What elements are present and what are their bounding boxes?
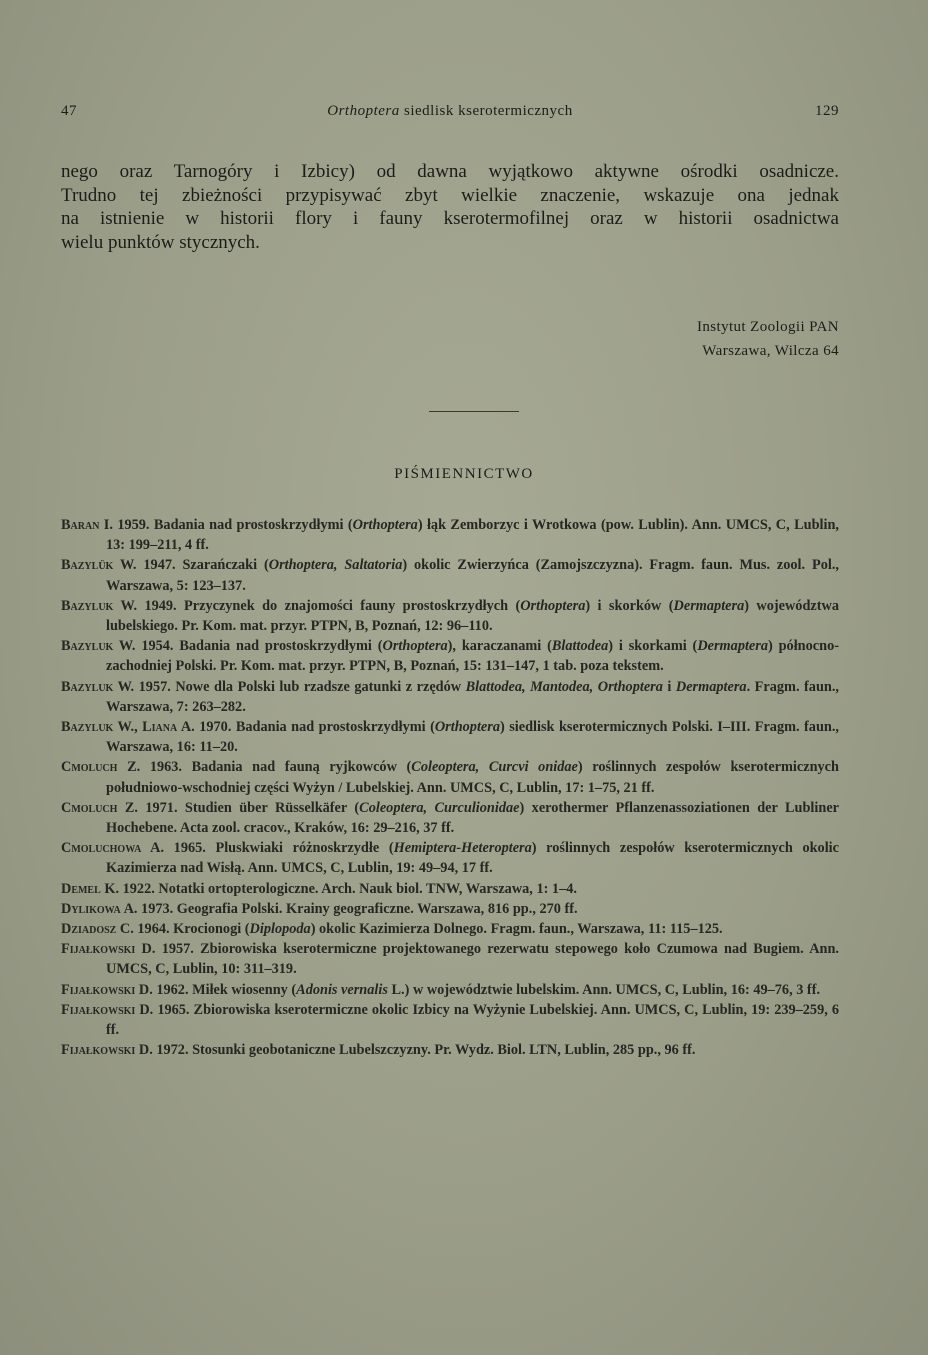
reference-author: Cmoluch Z. xyxy=(61,799,138,816)
reference-text: ) roślinnych zespołów kserotermicznych okolic Kazimierza nad Wisłą. Ann. UMCS, C, Lublin, 19: 49–94, 17 ff. xyxy=(106,840,839,877)
reference-entry xyxy=(61,636,839,676)
reference-text: ) i skorkami ( xyxy=(608,638,698,655)
header-left-number: 47 xyxy=(61,103,77,119)
reference-entry xyxy=(61,555,839,595)
affiliation-address: Warszawa, Wilcza 64 xyxy=(702,343,839,359)
reference-author: Bazyluk W., Liana A. xyxy=(61,719,195,736)
body-line: Trudno tej zbieżności przypisywać zbyt wielkie znaczenie, wskazuje ona jednak xyxy=(61,184,839,206)
reference-author: Fijałkowski D. xyxy=(61,941,156,958)
reference-author: Bazyluk W. xyxy=(61,678,135,695)
reference-text: 1947. Szarańczaki ( xyxy=(136,557,269,574)
reference-taxon: Dermaptera xyxy=(697,638,768,655)
reference-entry xyxy=(61,798,839,838)
body-line: na istnienie w historii flory i fauny kserotermofilnej oraz w historii osadnictwa xyxy=(61,208,839,229)
reference-taxon: Orthoptera xyxy=(382,638,448,655)
reference-entry xyxy=(61,596,839,636)
reference-text: 1964. Krocionogi ( xyxy=(133,921,250,938)
reference-text: 1954. Badania nad prostoskrzydłymi ( xyxy=(135,638,383,655)
reference-entry xyxy=(61,879,839,899)
body-line: nego oraz Tarnogóry i Izbicy) od dawna wyjątkowo aktywne ośrodki osadnicze. xyxy=(61,161,839,182)
reference-text: ) północno-zachodniej Polski. Pr. Kom. mat. przyr. PTPN, B, Poznań, 15: 131–147, 1 tab. poza tekstem. xyxy=(106,638,839,675)
reference-text: ) roślinnych zespołów kserotermicznych południowo-wschodniej części Wyżyn / Lubelskiej. Ann. UMCS, C, Lublin, 17: 1–75, 21 ff. xyxy=(106,759,839,796)
affiliation xyxy=(697,315,839,363)
reference-text: ) xerothermer Pflanzenassoziationen der Lubliner Hochebene. Acta zool. cracov., Kraków, 16: 29–216, 37 ff. xyxy=(106,799,840,837)
reference-entry xyxy=(61,838,839,878)
reference-entry xyxy=(61,1040,839,1060)
reference-entry xyxy=(61,717,839,757)
affiliation-institute: Instytut Zoologii PAN xyxy=(696,319,839,335)
reference-author: Dylikowa A. xyxy=(61,900,138,917)
reference-entry xyxy=(61,939,839,979)
reference-taxon: Diplopoda xyxy=(249,921,311,938)
header-title-italic: Orthoptera xyxy=(327,103,400,119)
reference-author: Bazyluk W. xyxy=(61,638,136,655)
reference-text: 1949. Przyczynek do znajomości fauny prostoskrzydłych ( xyxy=(137,597,521,614)
header-title xyxy=(61,103,839,120)
reference-author: Demel K. xyxy=(61,880,120,897)
reference-author: Fijałkowski D. xyxy=(61,981,153,998)
reference-author: Fijałkowski D. xyxy=(61,1042,153,1059)
reference-entry xyxy=(61,515,839,555)
reference-author: Bazylük W. xyxy=(61,557,137,574)
reference-entry xyxy=(61,1000,839,1040)
reference-taxon: Dermaptera xyxy=(673,597,745,614)
reference-author: Fijałkowski D. xyxy=(61,1001,154,1018)
reference-taxon: Hemiptera-Heteroptera xyxy=(393,840,532,857)
header-title-rest: siedlisk kserotermicznych xyxy=(399,103,573,119)
reference-taxon: Blattodea, Mantodea, Orthoptera xyxy=(465,678,663,695)
reference-taxon: Orthoptera xyxy=(434,719,500,736)
reference-text: ) siedlisk kserotermicznych Polski. I–III. Fragm. faun., Warszawa, 16: 11–20. xyxy=(106,719,839,756)
reference-entry xyxy=(61,899,839,919)
reference-text: ) łąk Zemborzyc i Wrotkowa (pow. Lublin). Ann. UMCS, C, Lublin, 13: 199–211, 4 ff. xyxy=(106,517,839,554)
body-line: wielu punktów stycznych. xyxy=(61,231,260,253)
reference-entry xyxy=(61,980,839,1000)
reference-text: . Fragm. faun., Warszawa, 7: 263–282. xyxy=(106,678,839,715)
reference-text: 1970. Badania nad prostoskrzydłymi ( xyxy=(194,719,435,736)
reference-text: 1965. Zbiorowiska kserotermiczne okolic Izbicy na Wyżynie Lubelskiej. Ann. UMCS, C, Lublin, 19: 239–259, 6 ff. xyxy=(106,1001,840,1039)
reference-taxon: Adonis vernalis xyxy=(296,981,388,998)
reference-entry xyxy=(61,919,839,939)
reference-text: ) województwa lubelskiego. Pr. Kom. mat. przyr. PTPN, B, Poznań, 12: 96–110. xyxy=(106,597,839,635)
reference-author: Cmoluchowa A. xyxy=(61,840,165,857)
reference-taxon: Dermaptera xyxy=(675,678,747,695)
reference-text: 1971. Studien über Rüsselkäfer ( xyxy=(137,799,360,816)
section-title: PIŚMIENNICTWO xyxy=(394,466,534,482)
reference-author: Cmoluch Z. xyxy=(61,759,141,776)
reference-text: L.) w województwie lubelskim. Ann. UMCS, C, Lublin, 16: 49–76, 3 ff. xyxy=(387,981,821,998)
reference-author: Baran I. xyxy=(61,517,113,533)
reference-text: 1959. Badania nad prostoskrzydłymi ( xyxy=(112,517,353,533)
section-divider xyxy=(429,411,519,412)
running-header xyxy=(61,103,839,125)
reference-taxon: Coleoptera, Curcvi onidae xyxy=(411,759,578,776)
reference-author: Bazyluk W. xyxy=(61,597,138,614)
reference-text: ) okolic Kazimierza Dolnego. Fragm. faun., Warszawa, 11: 115–125. xyxy=(310,921,723,938)
reference-taxon: Coleoptera, Curculionidae xyxy=(359,799,520,816)
reference-text: ) okolic Zwierzyńca (Zamojszczyzna). Fragm. faun. Mus. zool. Pol., Warszawa, 5: 123–137. xyxy=(106,557,839,594)
page-number: 129 xyxy=(815,103,839,119)
reference-author: Dziadosz C. xyxy=(61,921,134,938)
reference-text: 1965. Pluskwiaki różnoskrzydłe ( xyxy=(164,840,394,857)
reference-text: i xyxy=(662,678,676,695)
reference-text: 1957. Zbiorowiska kserotermiczne projektowanego rezerwatu stepowego koło Czumowa nad Bugiem. Ann. UMCS, C, Lublin, 10: 311–319. xyxy=(106,941,839,978)
reference-text: 1973. Geografia Polski. Krainy geograficzne. Warszawa, 816 pp., 270 ff. xyxy=(137,900,578,917)
reference-list xyxy=(61,515,839,1060)
reference-taxon: Orthoptera xyxy=(352,517,418,533)
reference-taxon: Blattodea xyxy=(551,638,609,655)
reference-text: 1922. Notatki ortopterologiczne. Arch. Nauk biol. TNW, Warszawa, 1: 1–4. xyxy=(119,880,577,897)
reference-text: 1972. Stosunki geobotaniczne Lubelszczyzny. Pr. Wydz. Biol. LTN, Lublin, 285 pp., 96 ff. xyxy=(152,1042,696,1059)
reference-text: 1962. Miłek wiosenny ( xyxy=(152,981,297,998)
reference-taxon: Orthoptera xyxy=(520,597,586,614)
reference-text: ), karaczanami ( xyxy=(447,638,552,655)
reference-taxon: Orthoptera, Saltatoria xyxy=(268,557,403,574)
reference-entry xyxy=(61,757,839,797)
reference-entry xyxy=(61,677,839,717)
reference-text: 1963. Badania nad fauną ryjkowców ( xyxy=(140,759,412,776)
body-paragraph xyxy=(61,160,839,254)
reference-text: ) i skorków ( xyxy=(585,597,674,614)
reference-text: 1957. Nowe dla Polski lub rzadsze gatunki z rzędów xyxy=(134,678,466,695)
